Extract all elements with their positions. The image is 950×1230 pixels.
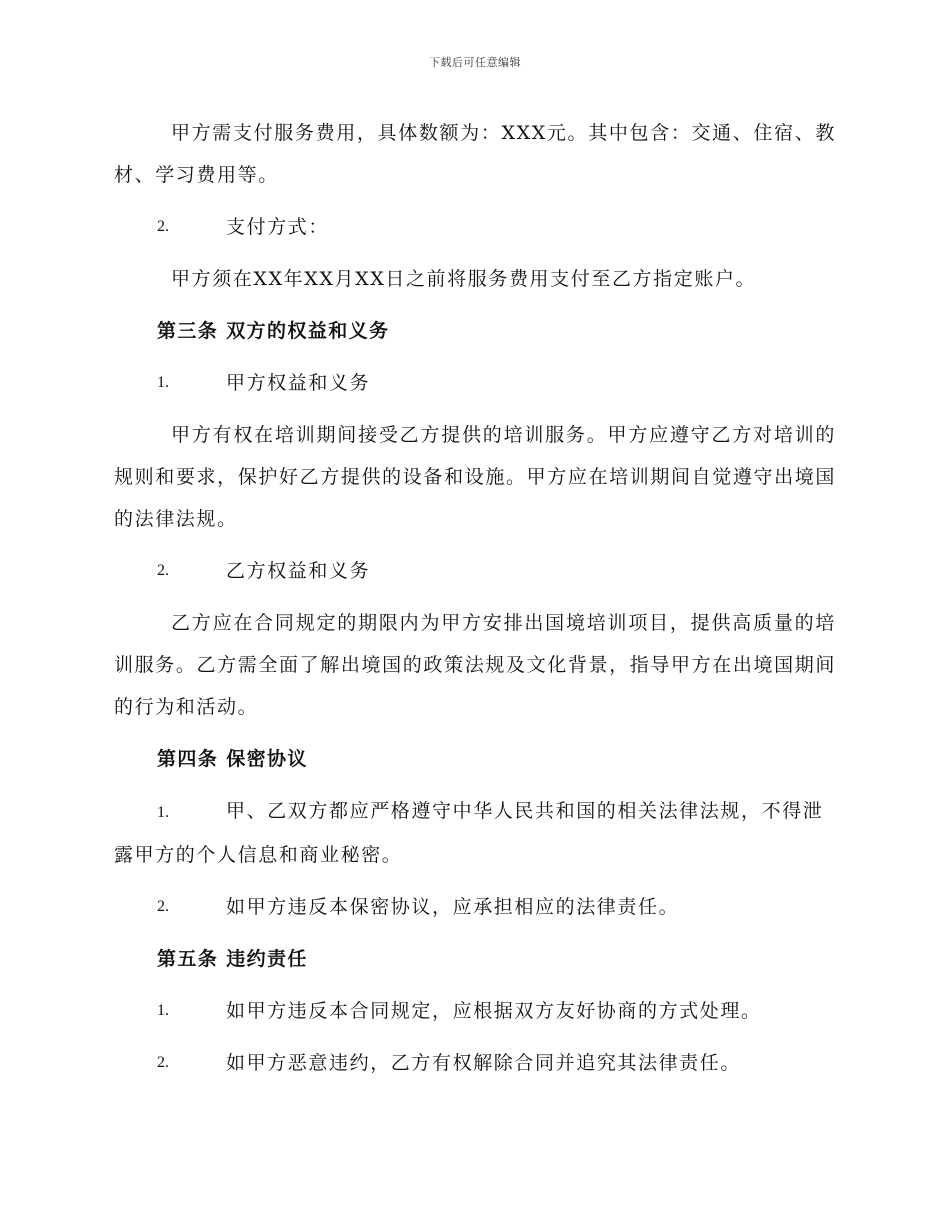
article-four-heading: 第四条 保密协议 xyxy=(157,748,308,770)
item-number: 2. xyxy=(157,898,169,915)
breach-item-2 xyxy=(114,1042,836,1084)
payment-method-item xyxy=(114,206,836,248)
item-number: 2. xyxy=(157,218,169,235)
payment-deadline-paragraph: 甲方须在XX年XX月XX日之前将服务费用支付至乙方指定账户。 xyxy=(171,268,757,290)
party-b-rights-paragraph: 乙方应在合同规定的期限内为甲方安排出国境培训项目，提供高质量的培训服务。乙方需全面了解出境国的政策法规及文化背景，指导甲方在出境国期间的行为和活动。 xyxy=(114,612,836,718)
item-number: 2. xyxy=(157,1054,169,1071)
item-text: 如甲方违反本保密协议，应承担相应的法律责任。 xyxy=(226,896,680,918)
confidentiality-item-2 xyxy=(114,886,836,928)
item-number: 1. xyxy=(157,1002,169,1019)
page-header: 下载后可任意编辑 xyxy=(429,56,521,69)
item-text: 如甲方违反本合同规定，应根据双方友好协商的方式处理。 xyxy=(226,1000,762,1022)
item-number: 1. xyxy=(157,374,169,391)
item-text: 甲方权益和义务 xyxy=(226,372,371,394)
item-number: 1. xyxy=(157,804,169,821)
breach-item-1 xyxy=(114,990,836,1032)
article-three-heading: 第三条 双方的权益和义务 xyxy=(157,320,390,342)
party-a-rights-item xyxy=(114,362,836,404)
item-text: 甲、乙双方都应严格遵守中华人民共和国的相关法律法规，不得泄露甲方的个人信息和商业秘密。 xyxy=(114,800,824,866)
item-number: 2. xyxy=(157,562,169,579)
item-text: 乙方权益和义务 xyxy=(226,560,371,582)
fee-amount-paragraph: 甲方需支付服务费用，具体数额为：XXX元。其中包含：交通、住宿、教材、学习费用等。 xyxy=(114,122,836,186)
party-b-rights-item xyxy=(114,550,836,592)
article-five-heading: 第五条 违约责任 xyxy=(157,948,308,970)
item-text: 如甲方恶意违约，乙方有权解除合同并追究其法律责任。 xyxy=(226,1052,742,1074)
item-text: 支付方式： xyxy=(226,216,330,238)
document-body xyxy=(114,112,836,1094)
confidentiality-item-1 xyxy=(114,790,836,876)
party-a-rights-paragraph: 甲方有权在培训期间接受乙方提供的培训服务。甲方应遵守乙方对培训的规则和要求，保护好乙方提供的设备和设施。甲方应在培训期间自觉遵守出境国的法律法规。 xyxy=(114,424,836,530)
